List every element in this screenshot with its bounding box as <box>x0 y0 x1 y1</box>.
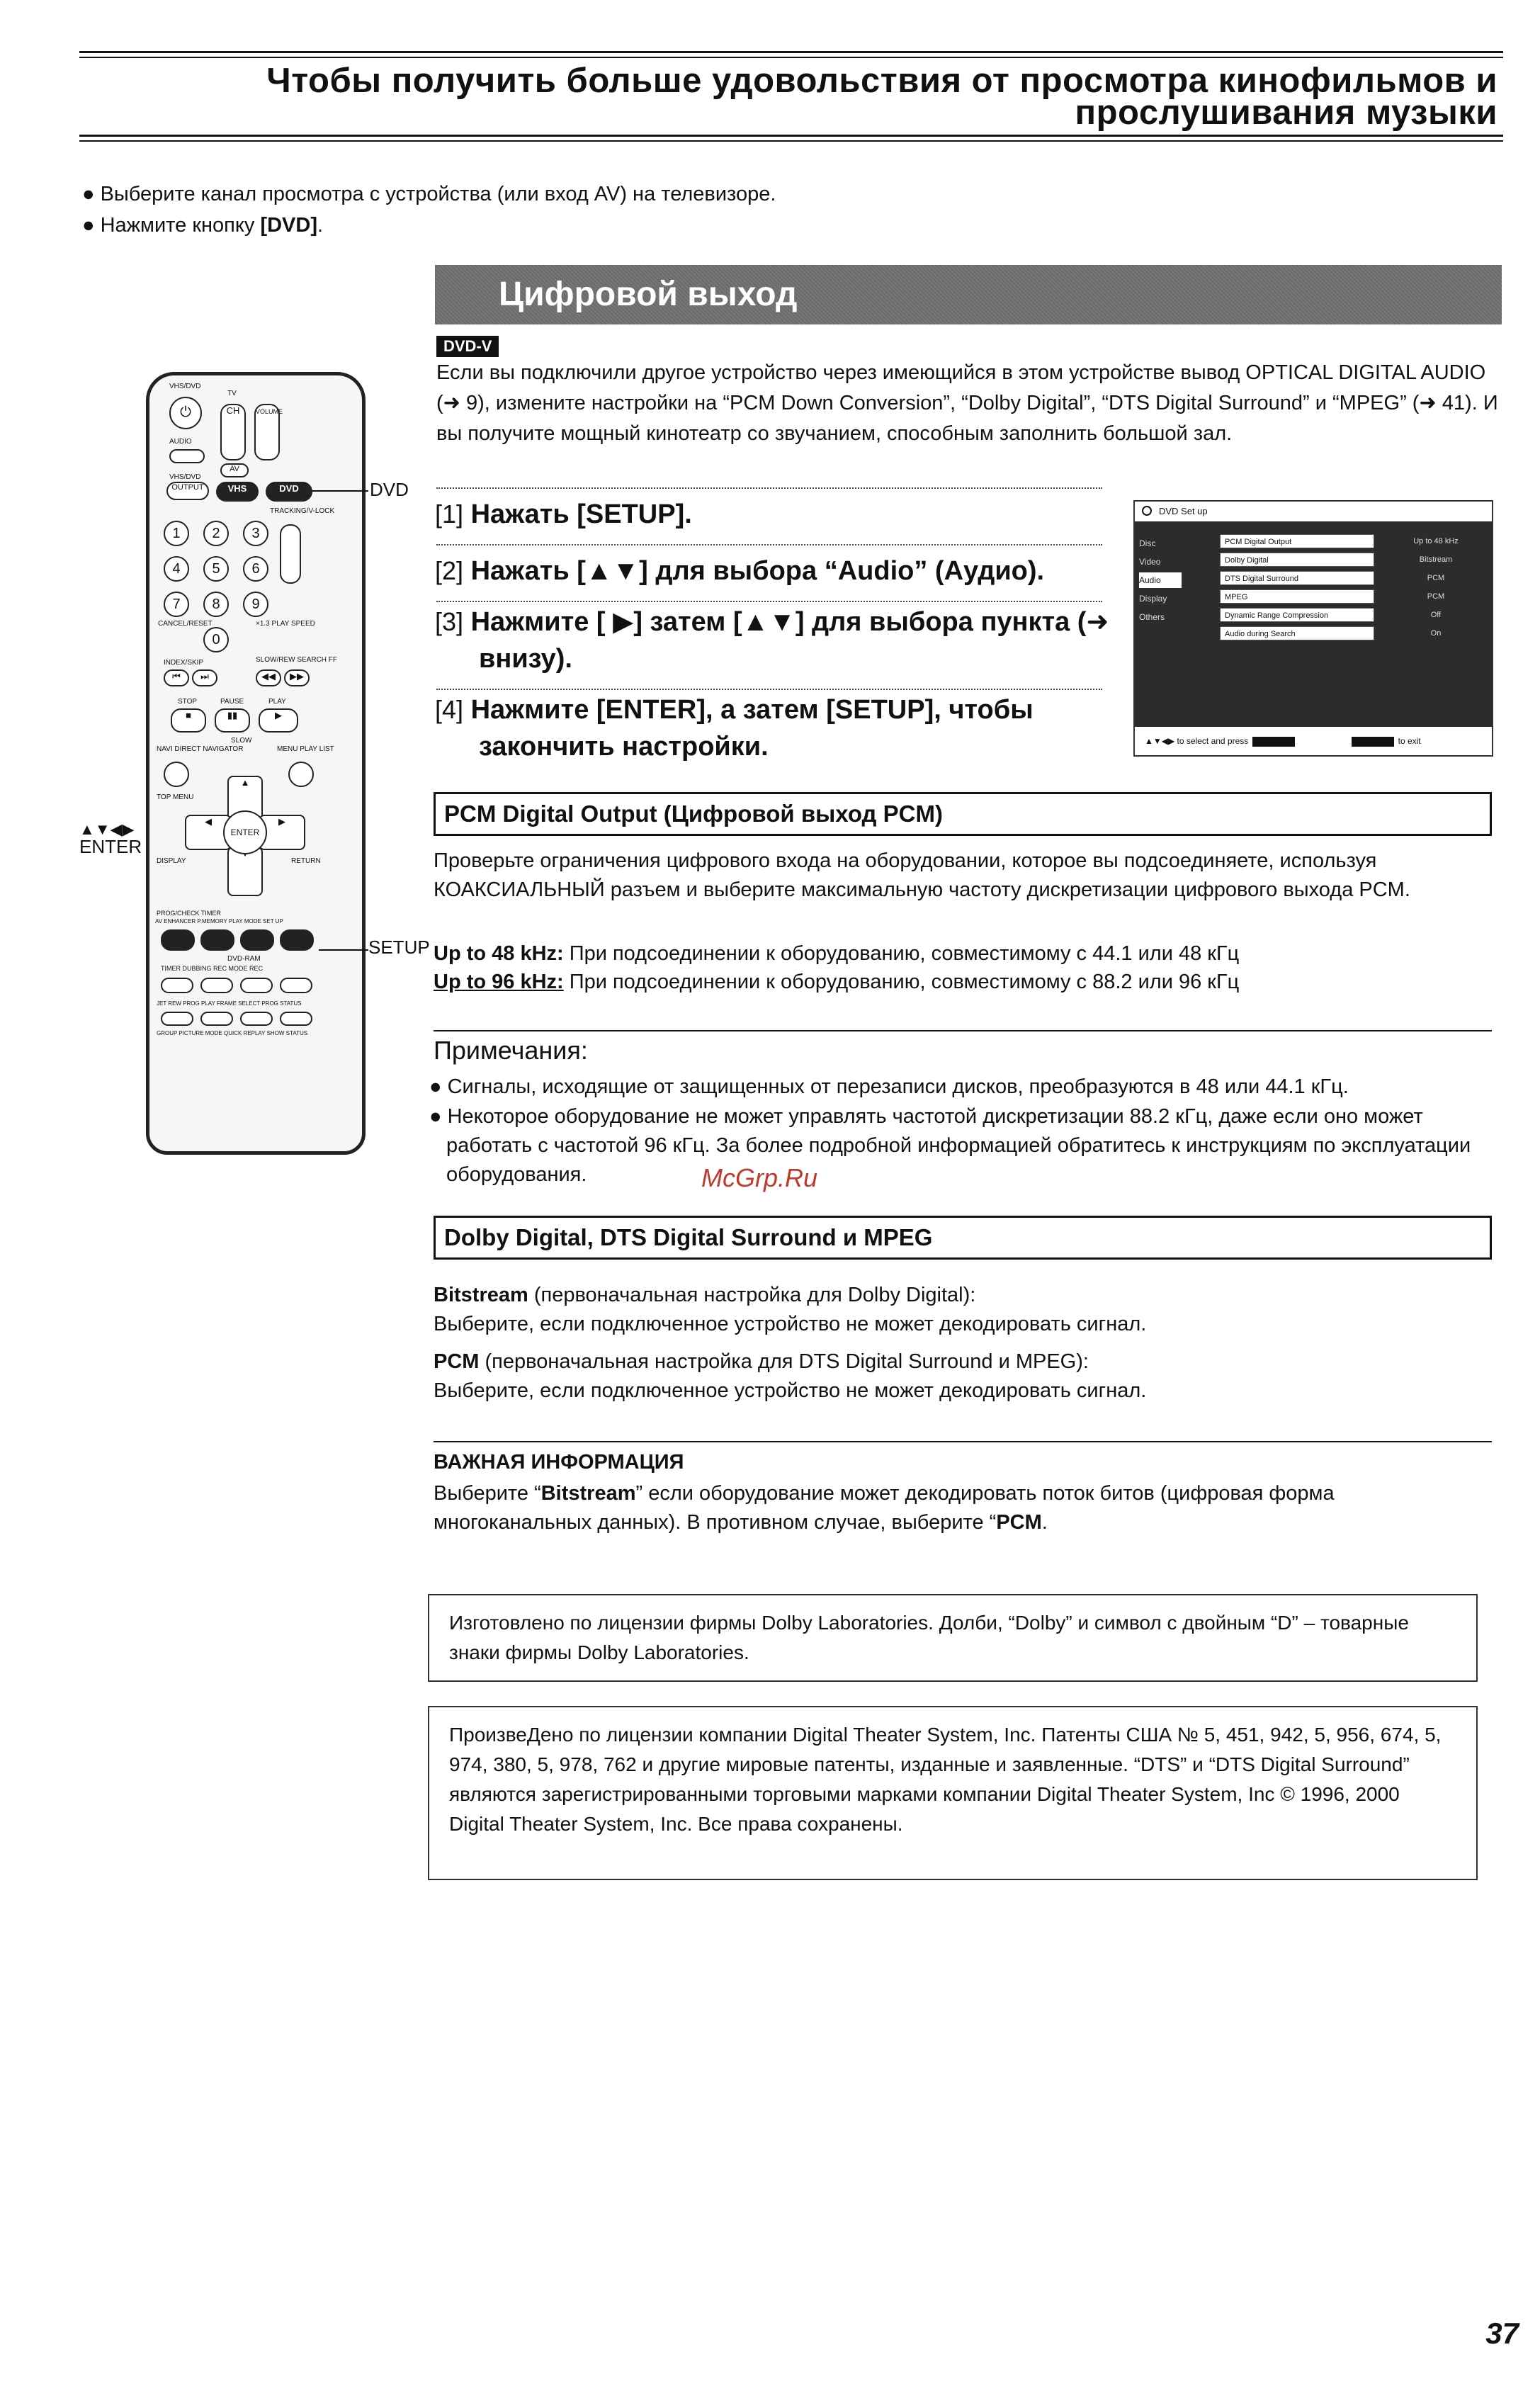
remote-number-button: 6 <box>243 556 268 582</box>
osd-tab-disc: Disc <box>1139 538 1156 548</box>
remote-dvd-button: DVD <box>266 482 312 502</box>
osd-tab-video: Video <box>1139 557 1161 567</box>
disc-icon <box>1142 506 1152 516</box>
remote-number-button: 8 <box>203 592 229 617</box>
dvd-v-badge: DVD-V <box>436 336 499 357</box>
step-2: [2] Нажать [▲▼] для выбора “Audio” (Аудио). <box>435 556 1045 586</box>
step-divider <box>436 544 1102 545</box>
remote-label: PLAY <box>268 698 286 706</box>
important-text: Выберите “Bitstream” если оборудование может декодировать поток битов (цифровая форма многоканальных данных). В противном случае, выберите “PCM. <box>434 1482 1335 1534</box>
callout-arrows: ▲▼◀▶ <box>79 820 135 838</box>
remote-playmode-button <box>240 929 274 951</box>
pcm-option-2: Up to 96 kHz: При подсоединении к оборудованию, совместимому с 88.2 или 96 кГц <box>434 971 1240 993</box>
remote-label: TIMER DUBBING REC MODE REC <box>161 965 264 972</box>
osd-row: MPEG PCM <box>1220 589 1489 605</box>
osd-row: PCM Digital Output Up to 48 kHz <box>1220 534 1489 550</box>
remote-number-button: 3 <box>243 521 268 546</box>
remote-label: AV ENHANCER P.MEMORY PLAY MODE SET UP <box>155 918 283 925</box>
remote-number-button: 9 <box>243 592 268 617</box>
left-arrow-icon: ◀ <box>185 815 232 850</box>
remote-progplay-button <box>200 1012 233 1026</box>
skip-back-icon: ⏮ <box>164 669 189 686</box>
remote-av-button: AV <box>220 463 249 477</box>
pcm-heading: PCM Digital Output (Цифровой выход PCM) <box>434 792 1492 836</box>
enter-button: ENTER <box>223 810 267 854</box>
intro-bullet-1: ● Выберите канал просмотра с устройства (или вход AV) на телевизоре. <box>82 183 776 205</box>
play-icon: ▶ <box>259 708 298 733</box>
important-divider <box>434 1441 1492 1442</box>
power-icon: ⏻ <box>169 397 202 429</box>
osd-footer: ▲▼◀▶ to select and press to exit <box>1145 736 1421 746</box>
remote-label: MENU PLAY LIST <box>277 745 334 753</box>
osd-tab-others: Others <box>1139 612 1165 622</box>
pcm-default-option: PCM (первоначальная настройка для DTS Digital Surround и MPEG): Выберите, если подключенное устройство не может декодировать сигнал. <box>434 1350 1147 1402</box>
remote-number-button: 2 <box>203 521 229 546</box>
remote-number-button: 0 <box>203 627 229 652</box>
remote-label: ×1.3 PLAY SPEED <box>256 620 315 628</box>
remote-label: TRACKING/V-LOCK <box>270 507 335 515</box>
remote-control <box>146 372 366 1155</box>
header-rule-bottom-thin <box>79 140 1503 142</box>
remote-audio-button <box>169 449 205 463</box>
rewind-icon: ◀◀ <box>256 669 281 686</box>
step-divider <box>436 689 1102 690</box>
remote-number-button: 5 <box>203 556 229 582</box>
page-title <box>152 62 1497 132</box>
section-description: Если вы подключили другое устройство через имеющийся в этом устройстве вывод OPTICAL DIGITAL AUDIO (➜ 9), измените настройки на “PCM Down Conversion”, “Dolby Digital”, “DTS Digital Surround” и “MPEG” (➜ 41). И вы получите мощный кинотеатр со звучанием, способным заполнить большой зал. <box>436 361 1498 445</box>
header-rule-top-thin <box>79 57 1503 58</box>
dolby-heading: Dolby Digital, DTS Digital Surround и MPEG <box>434 1216 1492 1260</box>
note-2: ● Некоторое оборудование не может управлять частотой дискретизации 88.2 кГц, даже если оно может работать с частотой 96 кГц. За более подробной информацией обратитесь к инструкциям по эксплуатации оборудования. <box>429 1105 1471 1186</box>
remote-setup-button <box>280 929 314 951</box>
dolby-license-box: Изготовлено по лицензии фирмы Dolby Laboratories. Долби, “Dolby” и символ с двойным “D” – товарные знаки фирмы Dolby Laboratories. <box>428 1594 1478 1682</box>
remote-rec-button <box>280 978 312 993</box>
remote-label: NAVI DIRECT NAVIGATOR <box>157 745 244 753</box>
step-divider <box>436 601 1102 602</box>
remote-label: JET REW PROG PLAY FRAME SELECT PROG STATUS <box>157 1000 302 1007</box>
callout-line <box>319 949 368 951</box>
remote-label: TV <box>227 390 237 397</box>
dvd-setup-screen <box>1133 500 1493 757</box>
step-1: [1] Нажать [SETUP]. <box>435 499 692 529</box>
remote-recmode-button <box>240 978 273 993</box>
remote-number-button: 7 <box>164 592 189 617</box>
bitstream-option: Bitstream (первоначальная настройка для Dolby Digital): Выберите, если подключенное устройство не может декодировать сигнал. <box>434 1284 1147 1335</box>
callout-setup: SETUP <box>368 937 430 958</box>
remote-label: INDEX/SKIP <box>164 659 204 667</box>
remote-vhs-button: VHS <box>216 482 259 502</box>
skip-forward-icon: ⏭ <box>192 669 217 686</box>
remote-label: RETURN <box>291 857 321 865</box>
step-4: [4] Нажмите [ENTER], а затем [SETUP], чтобы закончить настройки. <box>435 695 1034 762</box>
remote-label: VHS/DVD <box>169 473 201 481</box>
remote-label: DISPLAY <box>157 857 186 865</box>
remote-ch-button: CH <box>220 404 246 460</box>
pcm-option-1: Up to 48 kHz: При подсоединении к оборудованию, совместимому с 44.1 или 48 кГц <box>434 942 1240 965</box>
remote-label: DVD-RAM <box>227 955 261 963</box>
page-number: 37 <box>1485 2317 1519 2350</box>
watermark: McGrp.Ru <box>701 1163 818 1192</box>
remote-volume-button: VOLUME <box>254 404 280 460</box>
fast-forward-icon: ▶▶ <box>284 669 310 686</box>
remote-progstatus-button <box>280 1012 312 1026</box>
remote-number-button: 1 <box>164 521 189 546</box>
important-heading: ВАЖНАЯ ИНФОРМАЦИЯ <box>434 1451 684 1474</box>
callout-enter: ENTER <box>79 836 142 857</box>
menu-button <box>288 762 314 787</box>
remote-label: PROG/CHECK TIMER <box>157 910 221 917</box>
remote-frameselect-button <box>240 1012 273 1026</box>
osd-body <box>1135 521 1492 727</box>
navigator-button <box>164 762 189 787</box>
remote-jetrew-button <box>161 1012 193 1026</box>
remote-label: SLOW/REW SEARCH FF <box>256 656 338 664</box>
dts-license-box: ПроизвеДено по лицензии компании Digital Theater System, Inc. Патенты США № 5, 451, 942, 5, 956, 674, 5, 974, 380, 5, 978, 762 и другие мировые патенты, изданные и заявленные. “DTS” и “DTS Digital Surround” являются зарегистрированными торговыми марками компании Digital Theater System, Inc © 1996, 2000 Digital Theater System, Inc. Все права сохранены. <box>428 1706 1478 1880</box>
callout-line <box>312 490 368 492</box>
intro-list <box>82 179 776 241</box>
header-rule-top <box>79 51 1503 53</box>
notes-divider <box>434 1030 1492 1031</box>
setup-key-icon <box>1352 737 1394 747</box>
enter-key-icon <box>1252 737 1295 747</box>
remote-timer-button <box>161 978 193 993</box>
remote-label: AUDIO <box>169 438 192 446</box>
remote-output-button: OUTPUT <box>166 482 209 500</box>
osd-header: DVD Set up <box>1135 502 1492 522</box>
step-3: [3] Нажмите [ ▶] затем [▲▼] для выбора пункта (➜ внизу). <box>435 607 1109 674</box>
intro-bullet-2: ● Нажмите кнопку [DVD]. <box>82 214 324 237</box>
remote-dubbing-button <box>200 978 233 993</box>
remote-ch-rocker <box>280 524 301 584</box>
pcm-text: Проверьте ограничения цифрового входа на оборудовании, которое вы подсоединяете, используя КОАКСИАЛЬНЫЙ разъем и выберите максимальную частоту дискретизации цифрового выхода PCM. <box>434 849 1410 901</box>
remote-label: PAUSE <box>220 698 244 706</box>
remote-label: CANCEL/RESET <box>158 620 213 628</box>
callout-dvd: DVD <box>370 479 409 500</box>
right-arrow-icon: ▶ <box>259 815 305 850</box>
osd-row: Dynamic Range Compression Off <box>1220 608 1489 623</box>
up-arrow-icon: ▲ <box>227 776 263 825</box>
remote-number-button: 4 <box>164 556 189 582</box>
page-title-line2: прослушивания музыки <box>1075 94 1497 132</box>
page-title-line1: Чтобы получить больше удовольствия от просмотра кинофильмов и <box>266 62 1497 100</box>
remote-label: SLOW <box>231 737 252 745</box>
step-divider <box>436 487 1102 489</box>
remote-label: VHS/DVD <box>169 383 201 390</box>
osd-tab-audio: Audio <box>1139 572 1182 588</box>
stop-icon: ■ <box>171 708 206 733</box>
osd-tab-display: Display <box>1139 594 1167 604</box>
remote-av-enhancer-button <box>161 929 195 951</box>
osd-row: Dolby Digital Bitstream <box>1220 553 1489 568</box>
remote-label: STOP <box>178 698 198 706</box>
notes-heading: Примечания: <box>434 1036 588 1065</box>
remote-label: TOP MENU <box>157 793 194 801</box>
pause-icon: ▮▮ <box>215 708 250 733</box>
section-banner: Цифровой выход <box>435 265 1502 324</box>
osd-row: DTS Digital Surround PCM <box>1220 571 1489 587</box>
header-rule-bottom <box>79 135 1503 137</box>
osd-row: Audio during Search On <box>1220 626 1489 642</box>
note-1: ● Сигналы, исходящие от защищенных от перезаписи дисков, преобразуются в 48 или 44.1 кГц. <box>429 1075 1349 1098</box>
remote-pmemory-button <box>200 929 234 951</box>
remote-label: GROUP PICTURE MODE QUICK REPLAY SHOW STATUS <box>157 1030 308 1036</box>
